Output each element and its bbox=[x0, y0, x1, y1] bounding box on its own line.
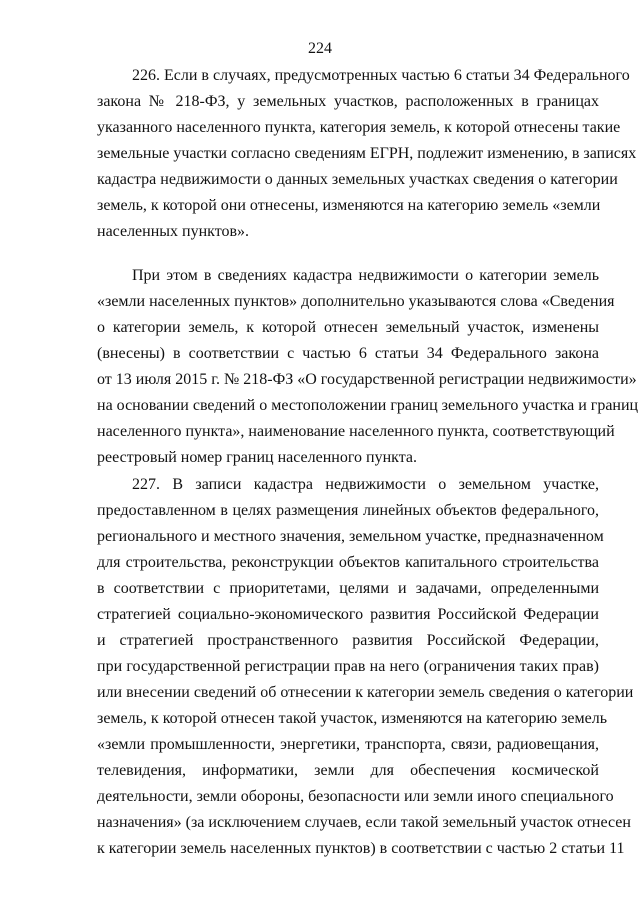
text-line: (внесены) в соответствии с частью 6 статьи 34 Федерального закона bbox=[97, 345, 599, 362]
text-line: или внесении сведений об отнесении к категории земель сведения о категории bbox=[97, 684, 634, 701]
text-line: стратегией социально-экономического развития Российской Федерации bbox=[97, 606, 599, 623]
text-line: назначения» (за исключением случаев, если такой земельный участок отнесен bbox=[97, 814, 631, 831]
text-line: указанного населенного пункта, категория земель, к которой отнесены такие bbox=[97, 119, 621, 136]
text-line: при государственной регистрации прав на него (ограничения таких прав) bbox=[97, 658, 599, 675]
text-line: земель, к которой отнесен такой участок, изменяются на категорию земель bbox=[97, 710, 607, 727]
text-line: регионального и местного значения, земельном участке, предназначенном bbox=[97, 528, 604, 545]
text-line: реестровый номер границ населенного пункта. bbox=[97, 449, 418, 466]
text-line: телевидения, информатики, земли для обеспечения космической bbox=[97, 762, 599, 779]
text-line: При этом в сведениях кадастра недвижимости о категории земель bbox=[132, 267, 599, 284]
text-line: о категории земель, к которой отнесен земельный участок, изменены bbox=[97, 319, 599, 336]
text-line: 226. Если в случаях, предусмотренных частью 6 статьи 34 Федерального bbox=[132, 67, 630, 84]
text-line: земельные участки согласно сведениям ЕГРН, подлежит изменению, в записях bbox=[97, 145, 637, 162]
text-line: к категории земель населенных пунктов) в соответствии с частью 2 статьи 11 bbox=[97, 840, 625, 857]
text-line: закона № 218-ФЗ, у земельных участков, расположенных в границах bbox=[97, 93, 599, 110]
text-line: и стратегией пространственного развития Российской Федерации, bbox=[97, 632, 599, 649]
text-line: 227. В записи кадастра недвижимости о земельном участке, bbox=[132, 476, 599, 493]
text-line: населенных пунктов». bbox=[97, 223, 250, 240]
text-line: деятельности, земли обороны, безопасности или земли иного специального bbox=[97, 788, 614, 805]
text-line: «земли промышленности, энергетики, транспорта, связи, радиовещания, bbox=[97, 736, 599, 753]
text-line: от 13 июля 2015 г. № 218-ФЗ «О государственной регистрации недвижимости» bbox=[97, 371, 637, 388]
text-line: предоставленном в целях размещения линейных объектов федерального, bbox=[97, 502, 599, 519]
text-line: населенного пункта», наименование населенного пункта, соответствующий bbox=[97, 423, 615, 440]
text-line: в соответствии с приоритетами, целями и задачами, определенными bbox=[97, 580, 599, 597]
text-line: кадастра недвижимости о данных земельных участках сведения о категории bbox=[97, 171, 618, 188]
text-line: «земли населенных пунктов» дополнительно указываются слова «Сведения bbox=[97, 293, 615, 310]
text-line: земель, к которой они отнесены, изменяются на категорию земель «земли bbox=[97, 197, 601, 214]
text-line: для строительства, реконструкции объектов капитального строительства bbox=[97, 554, 599, 571]
page-number: 224 bbox=[308, 40, 332, 57]
text-line: на основании сведений о местоположении границ земельного участка и границ bbox=[97, 397, 639, 414]
